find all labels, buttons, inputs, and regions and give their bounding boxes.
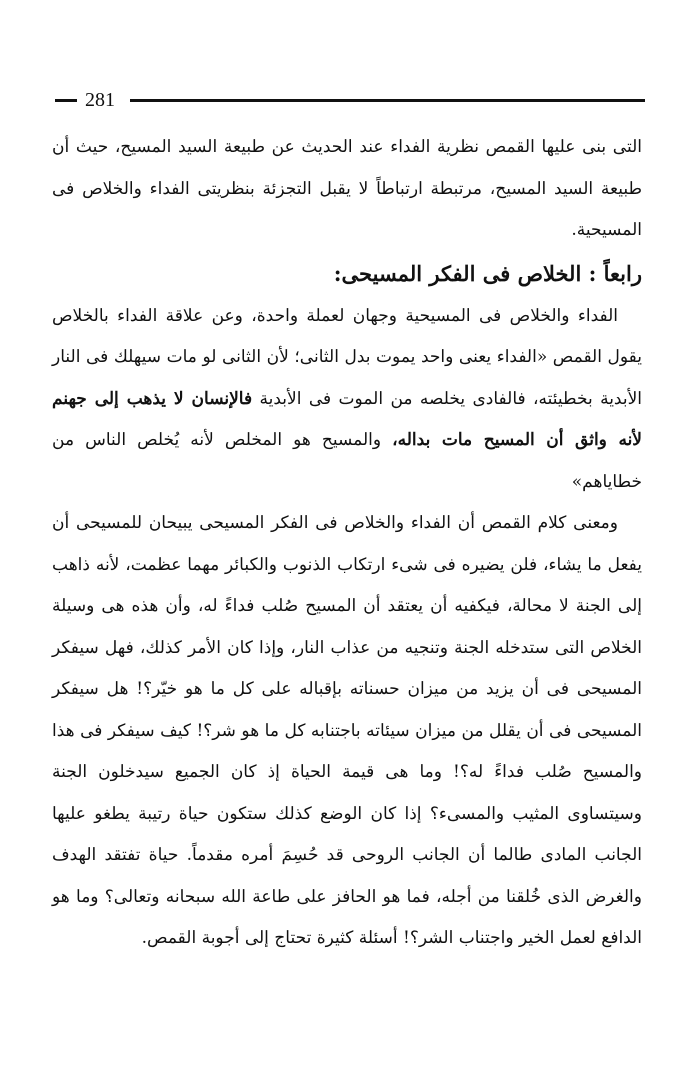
- paragraph-2-text-a: الفداء والخلاص فى المسيحية وجهان لعملة واحدة، وعن علاقة الفداء بالخلاص يقول القمص «الفداء يعنى واحد يموت بدل الثانى؛ لأن الثانى لو مات سيهلك فى النار الأبدية بخطيئته، فالفادى يخلصه من الموت فى الأبدية: [52, 305, 642, 409]
- page-body: [52, 127, 642, 960]
- page-header: [55, 88, 645, 112]
- paragraph-3: ومعنى كلام القمص أن الفداء والخلاص فى الفكر المسيحى يبيحان للمسيحى أن يفعل ما يشاء، فلن يضيره فى شىء ارتكاب الذنوب والكبائر مهما عظمت، لأنه ذاهب إلى الجنة لا محالة، فيكفيه أن يعتقد أن المسيح صُلب فداءً له، وأن هذه هى وسيلة الخلاص التى ستدخله الجنة وتنجيه من عذاب النار، وإذا كان الأمر كذلك، فهل سيفكر المسيحى فى أن يزيد من ميزان حسناته بإقباله على كل ما هو خيّر؟! هل سيفكر المسيحى فى أن يقلل من ميزان سيئاته باجتنابه كل ما هو شر؟! كيف سيفكر فى هذا والمسيح صُلب فداءً له؟! وما هى قيمة الحياة إذ كان الجميع سيدخلون الجنة وسيتساوى المثيب والمسىء؟ إذا كان الوضع كذلك ستكون حياة رتيبة يطغو عليها الجانب المادى طالما أن الجانب الروحى قد حُسِمَ أمره مقدماً. حياة تفتقد الهدف والغرض الذى خُلقنا من أجله، فما هو الحافز على طاعة الله سبحانه وتعالى؟ وما هو الدافع لعمل الخير واجتناب الشر؟! أسئلة كثيرة تحتاج إلى أجوبة القمص.: [52, 513, 642, 948]
- paragraph-1: التى بنى عليها القمص نظرية الفداء عند الحديث عن طبيعة السيد المسيح، حيث أن طبيعة السيد المسيح، مرتبطة ارتباطاً لا يقبل التجزئة بنظريتى الفداء والخلاص فى المسيحية.: [52, 137, 642, 240]
- paragraph-2-bold: فالإنسان لا يذهب إلى جهنم لأنه واثق أن المسيح مات بداله،: [52, 388, 642, 450]
- paragraph-2: [52, 296, 642, 504]
- section-heading: رابعاً : الخلاص فى الفكر المسيحى:: [333, 260, 642, 286]
- page-number: 281: [85, 89, 115, 111]
- paragraph-2-text-b: والمسيح هو المخلص لأنه يُخلص الناس من خطاياهم»: [52, 430, 642, 492]
- header-rule-short: [55, 99, 77, 102]
- header-rule-long: [130, 99, 645, 102]
